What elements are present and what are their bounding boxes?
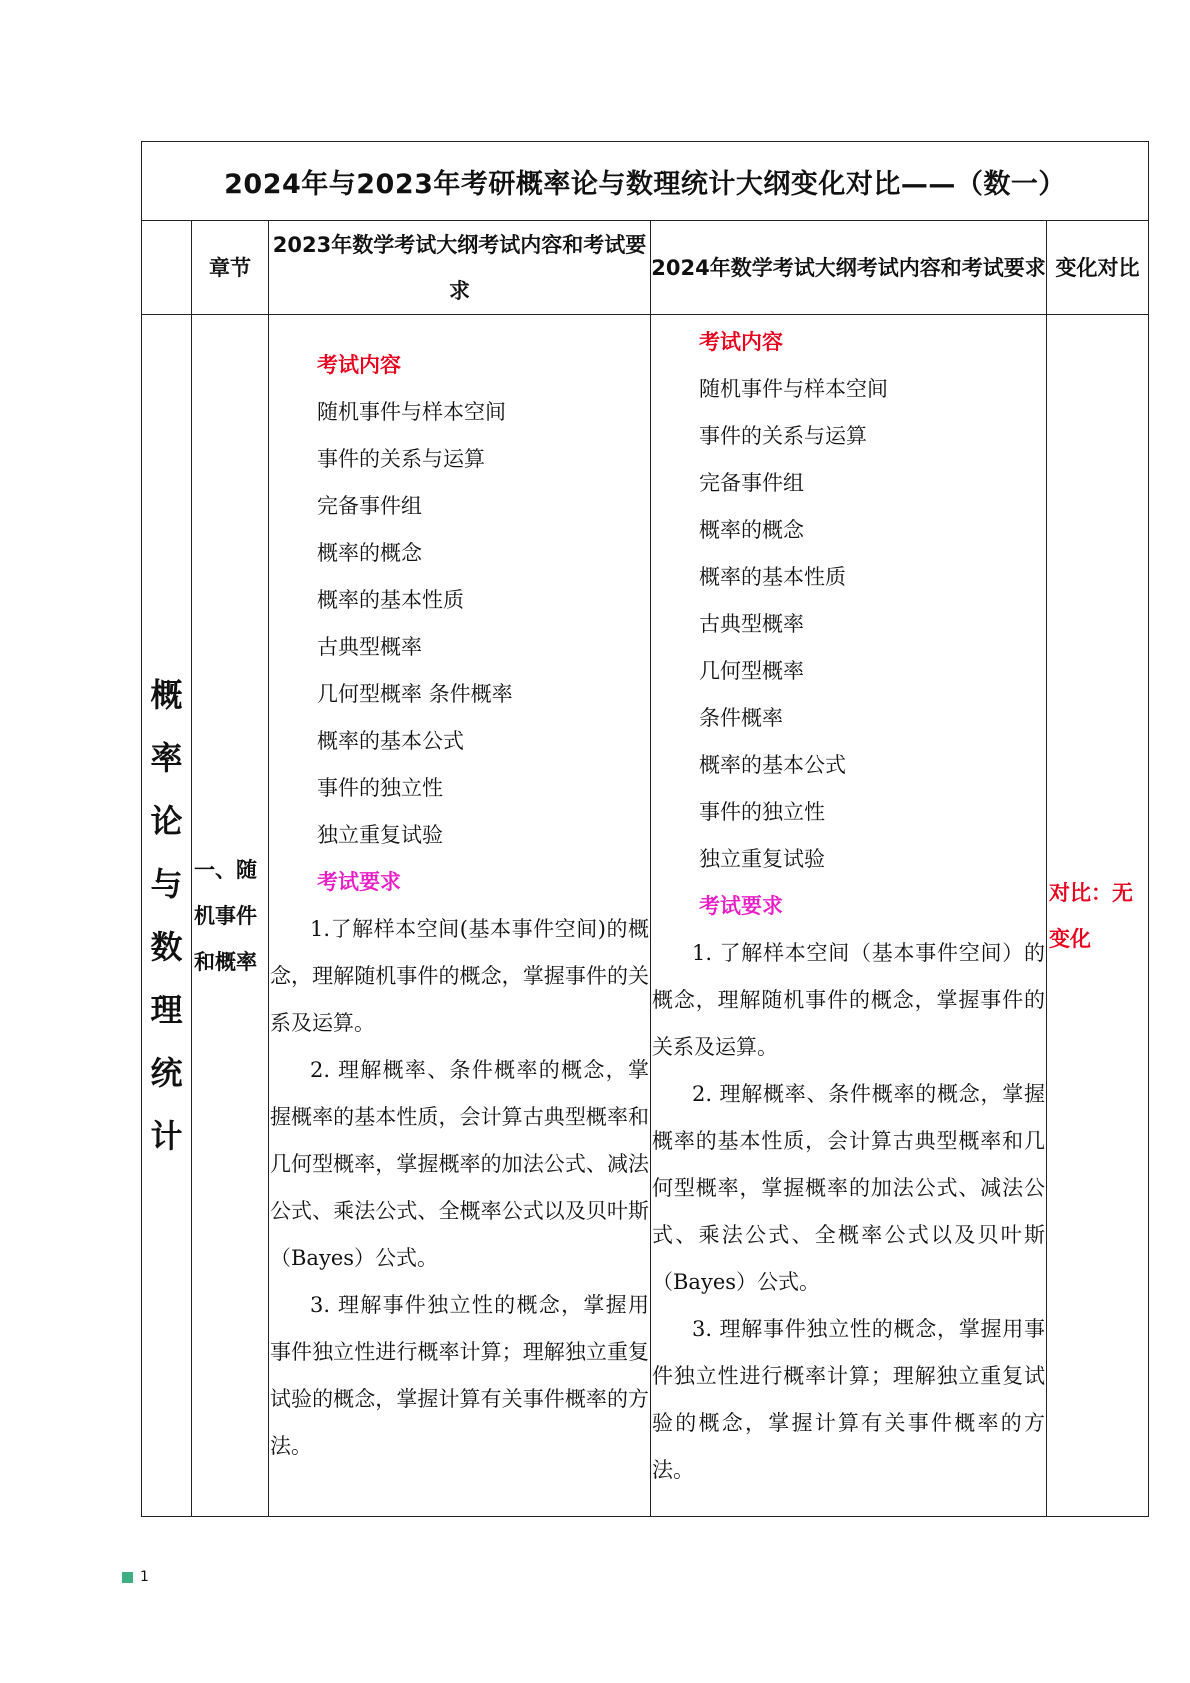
topic-item: 随机事件与样本空间 xyxy=(699,377,888,401)
subject-char: 率 xyxy=(150,738,183,777)
subject-char: 计 xyxy=(150,1116,183,1155)
requirements-label-2024: 考试要求 xyxy=(699,894,783,918)
subject-char: 与 xyxy=(150,864,183,903)
topic-item: 独立重复试验 xyxy=(317,823,443,847)
topic-item: 条件概率 xyxy=(699,706,783,730)
subject-char: 论 xyxy=(150,801,183,840)
subject-cell xyxy=(142,315,192,1517)
requirement-paragraph: 2. 理解概率、条件概率的概念，掌握概率的基本性质，会计算古典型概率和几何型概率，掌握概率的加法公式、减法公式、乘法公式、全概率公式以及贝叶斯（Bayes）公式。 xyxy=(270,1058,649,1270)
topic-item: 完备事件组 xyxy=(317,494,422,518)
footer-square-icon xyxy=(122,1572,133,1583)
page-footer xyxy=(122,1569,149,1585)
header-chapter: 章节 xyxy=(192,221,269,315)
topic-item: 概率的概念 xyxy=(317,541,422,565)
subject-char: 理 xyxy=(150,990,183,1029)
chapter-name: 一、随机事件和概率 xyxy=(192,315,269,1517)
topic-item: 事件的关系与运算 xyxy=(317,447,485,471)
requirement-paragraph: 3. 理解事件独立性的概念，掌握用事件独立性进行概率计算；理解独立重复试验的概念，掌握计算有关事件概率的方法。 xyxy=(270,1293,649,1458)
content-2023 xyxy=(269,315,651,1517)
topic-item: 完备事件组 xyxy=(699,471,804,495)
subject-char: 概 xyxy=(150,675,183,714)
topic-item: 概率的概念 xyxy=(699,518,804,542)
topic-item: 概率的基本性质 xyxy=(699,565,846,589)
requirement-paragraph: 1. 了解样本空间（基本事件空间）的概念，理解随机事件的概念，掌握事件的关系及运算。 xyxy=(652,941,1045,1059)
topic-item: 概率的基本公式 xyxy=(699,753,846,777)
subject-char: 数 xyxy=(150,927,183,966)
topic-item: 几何型概率 条件概率 xyxy=(317,682,513,706)
header-2023: 2023年数学考试大纲考试内容和考试要求 xyxy=(269,221,651,315)
topic-item: 事件的独立性 xyxy=(317,776,443,800)
requirement-paragraph: 1.了解样本空间(基本事件空间)的概念，理解随机事件的概念，掌握事件的关系及运算。 xyxy=(270,917,649,1035)
topic-item: 古典型概率 xyxy=(317,635,422,659)
header-2024: 2024年数学考试大纲考试内容和考试要求 xyxy=(651,221,1047,315)
content-label-2024: 考试内容 xyxy=(699,330,783,354)
content-label-2023: 考试内容 xyxy=(317,353,401,377)
topic-item: 事件的关系与运算 xyxy=(699,424,867,448)
subject-char: 统 xyxy=(150,1053,183,1092)
topic-item: 概率的基本性质 xyxy=(317,588,464,612)
topic-item: 古典型概率 xyxy=(699,612,804,636)
topic-item: 概率的基本公式 xyxy=(317,729,464,753)
change-note: 对比：无变化 xyxy=(1047,315,1149,1517)
content-2024 xyxy=(651,315,1047,1517)
topic-item: 独立重复试验 xyxy=(699,847,825,871)
page-number: 1 xyxy=(140,1569,149,1585)
topic-item: 随机事件与样本空间 xyxy=(317,400,506,424)
page-title: 2024年与2023年考研概率论与数理统计大纲变化对比——（数一） xyxy=(142,142,1149,221)
requirement-paragraph: 3. 理解事件独立性的概念，掌握用事件独立性进行概率计算；理解独立重复试验的概念，掌握计算有关事件概率的方法。 xyxy=(652,1317,1045,1482)
header-empty-cell xyxy=(142,221,192,315)
header-change: 变化对比 xyxy=(1047,221,1149,315)
topic-item: 事件的独立性 xyxy=(699,800,825,824)
topic-item: 几何型概率 xyxy=(699,659,804,683)
requirement-paragraph: 2. 理解概率、条件概率的概念，掌握概率的基本性质，会计算古典型概率和几何型概率，掌握概率的加法公式、减法公式、乘法公式、全概率公式以及贝叶斯（Bayes）公式。 xyxy=(652,1082,1045,1294)
requirements-label-2023: 考试要求 xyxy=(317,870,401,894)
comparison-table xyxy=(141,141,1149,1517)
